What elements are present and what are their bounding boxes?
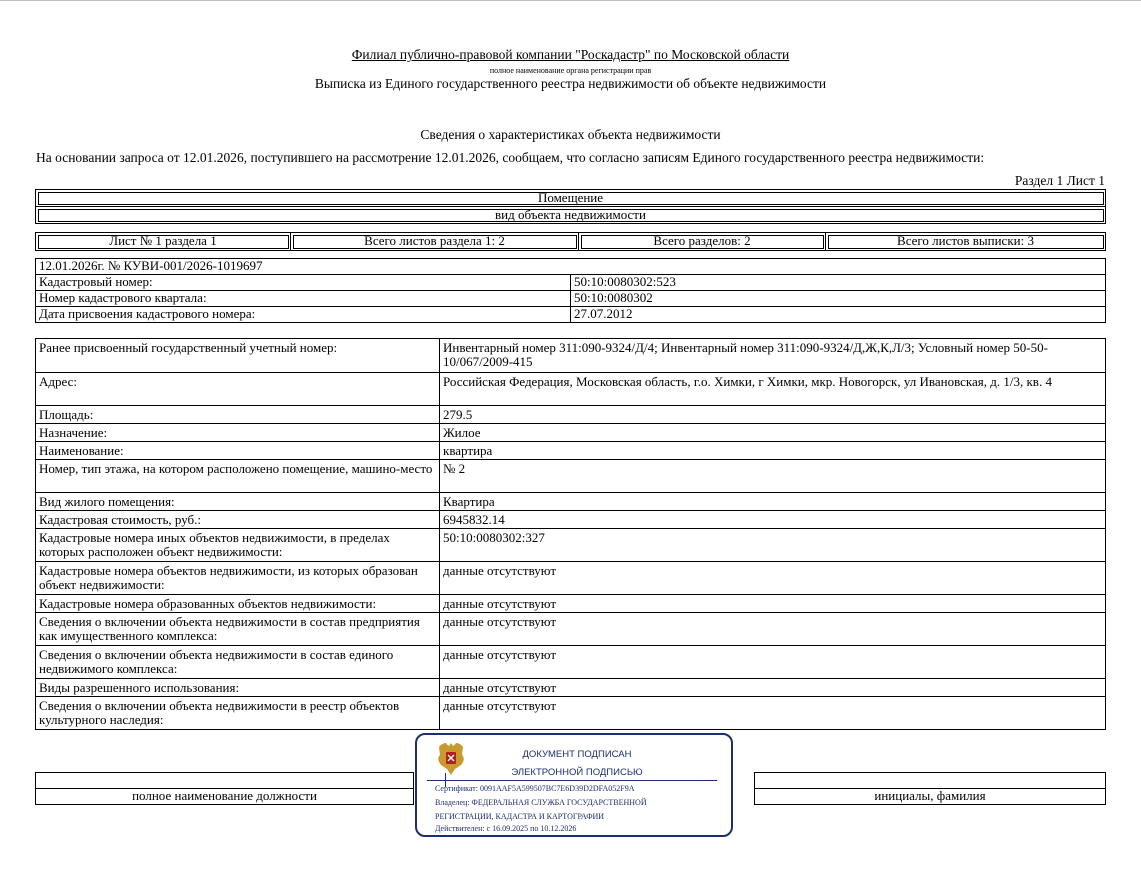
row-value: 279.5 xyxy=(440,406,1106,424)
row-label: Номер кадастрового квартала: xyxy=(36,291,571,307)
row-value: данные отсутствуют xyxy=(440,697,1106,730)
row-label: Кадастровая стоимость, руб.: xyxy=(36,511,440,529)
row-value: данные отсутствуют xyxy=(440,595,1106,613)
total-extract-sheets: Всего листов выписки: 3 xyxy=(826,233,1106,251)
row-value: данные отсутствуют xyxy=(440,679,1106,697)
position-cell xyxy=(36,773,414,789)
table-row xyxy=(36,511,1106,529)
total-sections: Всего разделов: 2 xyxy=(579,233,826,251)
sheet-number: Лист № 1 раздела 1 xyxy=(36,233,291,251)
table-row xyxy=(36,442,1106,460)
stamp-owner-line1: Владелец: ФЕДЕРАЛЬНАЯ СЛУЖБА ГОСУДАРСТВЕННОЙ xyxy=(435,798,647,807)
table-row xyxy=(36,646,1106,679)
object-type-table xyxy=(35,189,1106,224)
row-label: Сведения о включении объекта недвижимости в реестр объектов культурного наследия: xyxy=(36,697,440,730)
table-row xyxy=(36,493,1106,511)
record-table xyxy=(35,258,1106,323)
row-label: Кадастровый номер: xyxy=(36,275,571,291)
stamp-certificate: Сертификат: 0091AAF5A599507BC7E6D39D2DFA052F9A xyxy=(435,784,635,793)
table-row xyxy=(36,613,1106,646)
table-row xyxy=(36,275,1106,291)
row-value: 27.07.2012 xyxy=(571,307,1106,323)
row-value: 50:10:0080302:523 xyxy=(571,275,1106,291)
row-label: Назначение: xyxy=(36,424,440,442)
row-label: Адрес: xyxy=(36,373,440,406)
row-label: Площадь: xyxy=(36,406,440,424)
stamp-title-line2: ЭЛЕКТРОННОЙ ПОДПИСЬЮ xyxy=(511,767,643,778)
name-cell xyxy=(755,773,1106,789)
row-label: Сведения о включении объекта недвижимости в состав предприятия как имущественного комплекса: xyxy=(36,613,440,646)
name-caption: инициалы, фамилия xyxy=(755,789,1106,805)
sheet-reference: Раздел 1 Лист 1 xyxy=(1014,173,1105,188)
stamp-validity: Действителен: с 16.09.2025 по 10.12.2026 xyxy=(435,824,577,833)
table-row xyxy=(36,529,1106,562)
table-row xyxy=(36,339,1106,373)
row-label: Вид жилого помещения: xyxy=(36,493,440,511)
row-label: Кадастровые номера образованных объектов недвижимости: xyxy=(36,595,440,613)
record-number: 12.01.2026г. № КУВИ-001/2026-1019697 xyxy=(36,259,1106,275)
table-row xyxy=(36,291,1106,307)
row-value: квартира xyxy=(440,442,1106,460)
request-basis: На основании запроса от 12.01.2026, поступившего на рассмотрение 12.01.2026, сообщаем, что согласно записям Единого государственного реестра недвижимости: xyxy=(36,150,985,165)
row-value: 50:10:0080302:327 xyxy=(440,529,1106,562)
table-row xyxy=(36,406,1106,424)
object-type: Помещение xyxy=(36,190,1106,207)
section-title: Сведения о характеристиках объекта недвижимости xyxy=(420,127,721,142)
top-border-line xyxy=(0,0,1141,1)
row-label: Номер, тип этажа, на котором расположено помещение, машино-место xyxy=(36,460,440,493)
row-value: Инвентарный номер 311:090-9324/Д/4; Инвентарный номер 311:090-9324/Д,Ж,К,Л/3; Условный номер 50-50-10/067/2009-415 xyxy=(440,339,1106,373)
stamp-title-line1: ДОКУМЕНТ ПОДПИСАН xyxy=(522,749,632,760)
table-row xyxy=(36,424,1106,442)
row-value: 50:10:0080302 xyxy=(571,291,1106,307)
row-label: Ранее присвоенный государственный учетный номер: xyxy=(36,339,440,373)
table-row xyxy=(36,697,1106,730)
total-section-sheets: Всего листов раздела 1: 2 xyxy=(291,233,579,251)
row-value: Квартира xyxy=(440,493,1106,511)
row-label: Сведения о включении объекта недвижимости в состав единого недвижимого комплекса: xyxy=(36,646,440,679)
row-label: Кадастровые номера иных объектов недвижимости, в пределах которых расположен объект недвижимости: xyxy=(36,529,440,562)
extract-title: Выписка из Единого государственного реестра недвижимости об объекте недвижимости xyxy=(314,76,827,91)
row-label: Кадастровые номера объектов недвижимости, из которых образован объект недвижимости: xyxy=(36,562,440,595)
row-label: Дата присвоения кадастрового номера: xyxy=(36,307,571,323)
position-caption: полное наименование должности xyxy=(36,789,414,805)
row-value: данные отсутствуют xyxy=(440,613,1106,646)
row-value: данные отсутствуют xyxy=(440,562,1106,595)
row-value: 6945832.14 xyxy=(440,511,1106,529)
registration-authority-caption: полное наименование органа регистрации прав xyxy=(489,66,652,75)
table-row xyxy=(36,562,1106,595)
registration-authority: Филиал публично-правовой компании "Роскадастр" по Московской области xyxy=(351,47,790,62)
object-type-caption: вид объекта недвижимости xyxy=(36,207,1106,224)
sheet-info-table xyxy=(35,232,1106,251)
row-value: Жилое xyxy=(440,424,1106,442)
stamp-divider xyxy=(427,780,717,781)
row-value: № 2 xyxy=(440,460,1106,493)
stamp-owner-line2: РЕГИСТРАЦИИ, КАДАСТРА И КАРТОГРАФИИ xyxy=(435,812,605,821)
electronic-signature-stamp xyxy=(415,733,733,837)
table-row xyxy=(36,373,1106,406)
table-row xyxy=(36,679,1106,697)
row-label: Виды разрешенного использования: xyxy=(36,679,440,697)
table-row xyxy=(36,307,1106,323)
table-row xyxy=(36,460,1106,493)
coat-of-arms-emblem-icon xyxy=(433,739,469,777)
row-value: данные отсутствуют xyxy=(440,646,1106,679)
table-row xyxy=(36,595,1106,613)
row-label: Наименование: xyxy=(36,442,440,460)
row-value: Российская Федерация, Московская область, г.о. Химки, г Химки, мкр. Новогорск, ул Ивановская, д. 1/3, кв. 4 xyxy=(440,373,1106,406)
details-table xyxy=(35,338,1106,730)
